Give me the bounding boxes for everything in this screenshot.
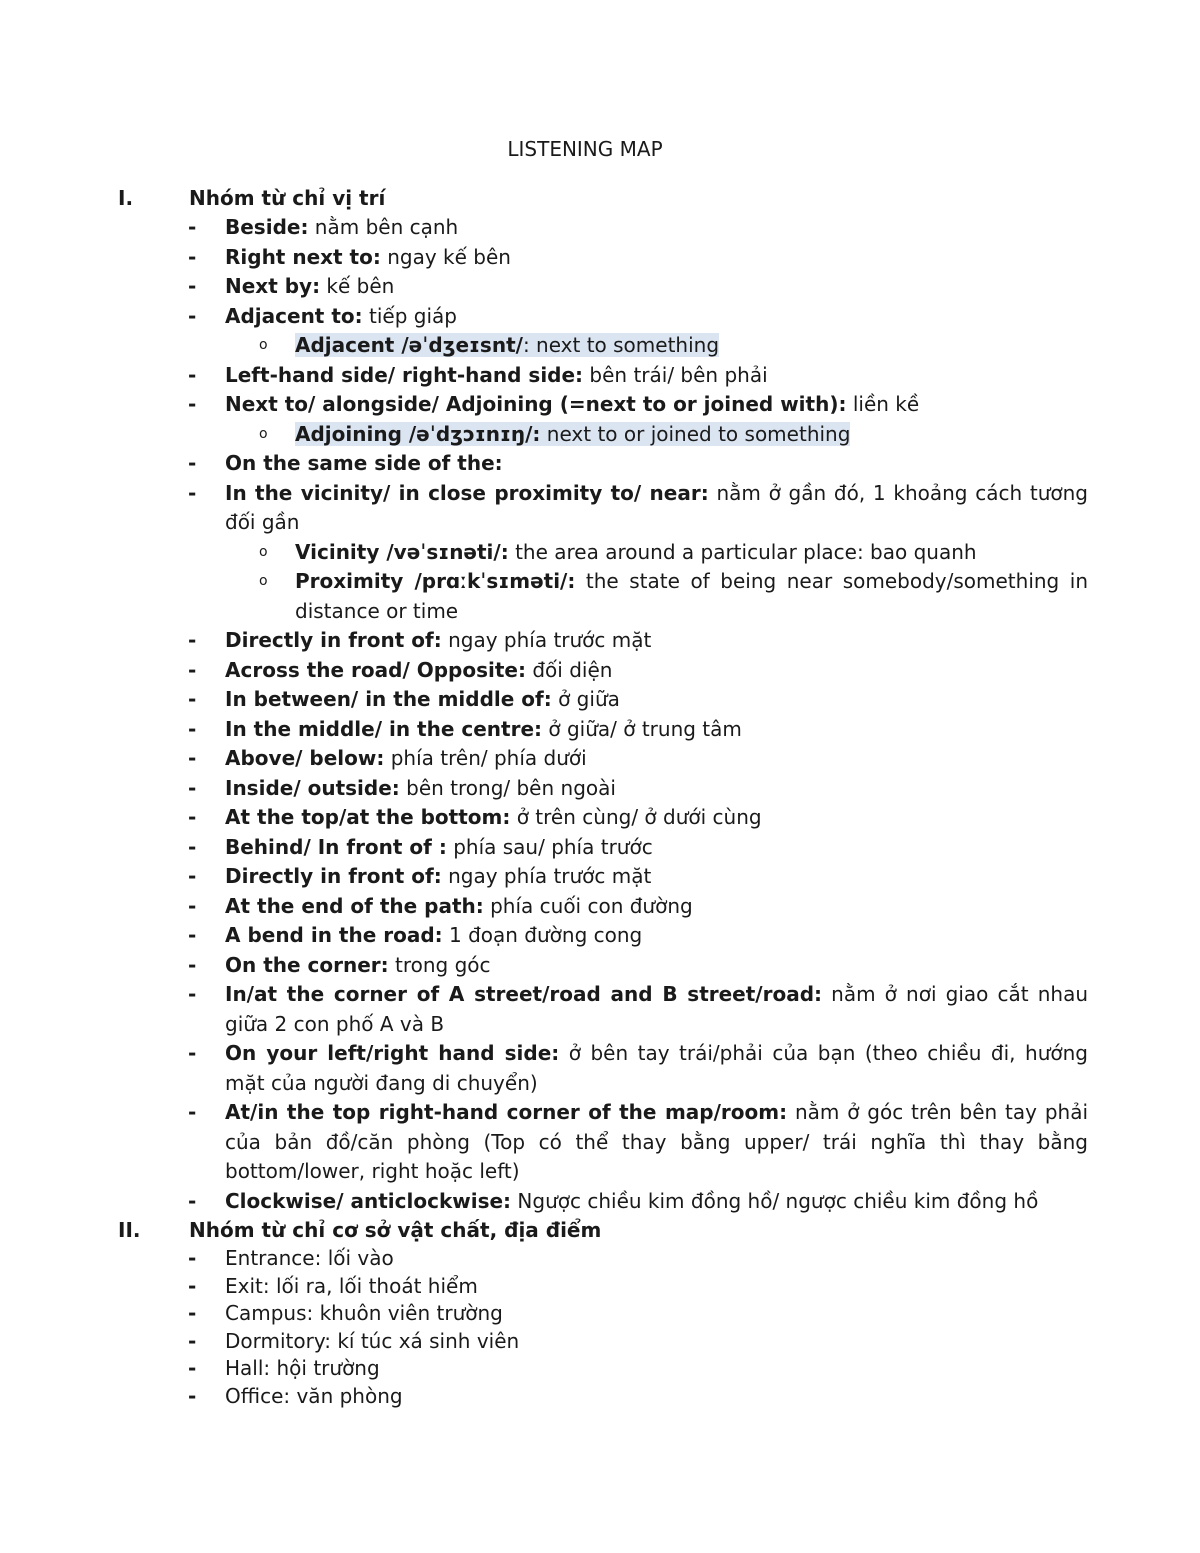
dash-bullet-icon: - bbox=[188, 1301, 197, 1325]
dash-bullet-icon: - bbox=[188, 1100, 197, 1124]
circle-bullet-icon: o bbox=[259, 543, 268, 560]
dash-bullet-icon: - bbox=[188, 480, 197, 505]
item-term: Inside/ outside: bbox=[225, 775, 400, 800]
sub-item bbox=[0, 420, 1200, 450]
list-item bbox=[0, 302, 1200, 332]
dash-bullet-icon: - bbox=[188, 834, 197, 859]
list-item bbox=[0, 803, 1200, 833]
list-item bbox=[0, 862, 1200, 892]
list-item bbox=[0, 1273, 1200, 1301]
list-item bbox=[0, 1039, 1200, 1098]
dash-bullet-icon: - bbox=[188, 1383, 197, 1408]
sub-item-term: Adjacent /əˈdʒeɪsnt/ bbox=[295, 333, 523, 357]
item-term: Next by: bbox=[225, 274, 321, 298]
sub-item-term: Proximity /prɑːkˈsɪməti/: bbox=[295, 569, 576, 593]
list-item bbox=[0, 833, 1200, 863]
item-term: A bend in the road: bbox=[225, 923, 443, 947]
section-title: Nhóm từ chỉ vị trí bbox=[189, 186, 386, 210]
list-item bbox=[0, 951, 1200, 981]
item-text: nằm ở nơi giao cắt nhau giữa 2 con phố A và B bbox=[225, 982, 1088, 1036]
circle-bullet-icon: o bbox=[259, 337, 268, 353]
item-text: tiếp giáp bbox=[362, 303, 457, 328]
item-text: Exit: lối ra, lối thoát hiểm bbox=[225, 1273, 478, 1298]
item-text: liền kề bbox=[846, 392, 920, 416]
sub-item-content bbox=[295, 540, 977, 564]
sub-item-text: next to or joined to something bbox=[540, 421, 851, 446]
item-term: In between/ in the middle of: bbox=[225, 687, 552, 711]
item-text: ở giữa bbox=[551, 687, 620, 711]
sub-item-content bbox=[295, 333, 719, 357]
dash-bullet-icon: - bbox=[188, 746, 197, 770]
dash-bullet-icon: - bbox=[188, 952, 197, 977]
dash-bullet-icon: - bbox=[188, 1041, 197, 1065]
item-text: ngay phía trước mặt bbox=[441, 628, 652, 652]
list-item bbox=[0, 921, 1200, 951]
sub-item-text: the state of being near somebody/something in distance or time bbox=[295, 569, 1089, 623]
dash-bullet-icon: - bbox=[188, 1356, 197, 1380]
item-text: bên trong/ bên ngoài bbox=[399, 775, 616, 800]
item-text: Office: văn phòng bbox=[225, 1383, 403, 1408]
item-text: ở trên cùng/ ở dưới cùng bbox=[510, 805, 762, 829]
dash-bullet-icon: - bbox=[188, 716, 197, 741]
item-term: On the corner: bbox=[225, 952, 389, 977]
item-term: On the same side of the: bbox=[225, 451, 503, 475]
list-item bbox=[0, 243, 1200, 273]
dash-bullet-icon: - bbox=[188, 982, 197, 1006]
item-term: Directly in front of: bbox=[225, 628, 442, 652]
sub-item-text: : next to something bbox=[522, 333, 720, 357]
list-item bbox=[0, 361, 1200, 391]
dash-bullet-icon: - bbox=[188, 1328, 197, 1353]
item-term: Adjacent to: bbox=[225, 303, 363, 328]
list-item bbox=[0, 479, 1200, 538]
list-item bbox=[0, 892, 1200, 922]
item-term: Clockwise/ anticlockwise: bbox=[225, 1188, 512, 1213]
item-term: At the end of the path: bbox=[225, 893, 484, 918]
list-item bbox=[0, 626, 1200, 656]
list-item bbox=[0, 1245, 1200, 1273]
dash-bullet-icon: - bbox=[188, 1246, 197, 1270]
list-item bbox=[0, 449, 1200, 479]
list-item bbox=[0, 390, 1200, 420]
dash-bullet-icon: - bbox=[188, 303, 197, 328]
item-text: nằm bên cạnh bbox=[308, 215, 459, 239]
sub-item-term: Adjoining /əˈdʒɔɪnɪŋ/: bbox=[295, 421, 541, 446]
item-text: ở giữa/ ở trung tâm bbox=[542, 716, 742, 741]
item-term: In/at the corner of A street/road and B street/road: bbox=[225, 982, 823, 1006]
section bbox=[0, 184, 1200, 1216]
sub-item-content bbox=[295, 422, 850, 446]
item-term: Across the road/ Opposite: bbox=[225, 657, 526, 682]
item-term: Left-hand side/ right-hand side: bbox=[225, 362, 584, 387]
section bbox=[0, 1216, 1200, 1410]
list-item bbox=[0, 213, 1200, 243]
item-term: Beside: bbox=[225, 215, 309, 239]
section-heading bbox=[0, 1216, 1200, 1245]
item-term: Above/ below: bbox=[225, 746, 385, 770]
list-item bbox=[0, 1383, 1200, 1411]
list-item bbox=[0, 1328, 1200, 1356]
dash-bullet-icon: - bbox=[188, 775, 197, 800]
list-item bbox=[0, 744, 1200, 774]
sub-item bbox=[0, 567, 1200, 626]
item-term: At the top/at the bottom: bbox=[225, 805, 511, 829]
item-text: phía trên/ phía dưới bbox=[384, 746, 587, 770]
list-item bbox=[0, 980, 1200, 1039]
item-term: On your left/right hand side: bbox=[225, 1041, 560, 1065]
item-text: Hall: hội trường bbox=[225, 1356, 380, 1380]
page-title: LISTENING MAP bbox=[507, 137, 663, 161]
item-text: 1 đoạn đường cong bbox=[442, 923, 643, 947]
section-number: II. bbox=[118, 1218, 141, 1242]
sub-item bbox=[0, 331, 1200, 361]
item-text: nằm ở gần đó, 1 khoảng cách tương đối gần bbox=[225, 480, 1088, 534]
sub-item-content bbox=[295, 569, 1088, 623]
list-item bbox=[0, 1187, 1200, 1217]
list-item bbox=[0, 656, 1200, 686]
item-term: Next to/ alongside/ Adjoining (=next to or joined with): bbox=[225, 392, 847, 416]
dash-bullet-icon: - bbox=[188, 687, 197, 711]
item-term: In the vicinity/ in close proximity to/ near: bbox=[225, 480, 709, 505]
item-text: Campus: khuôn viên trường bbox=[225, 1301, 503, 1325]
item-text: trong góc bbox=[388, 952, 491, 977]
item-text: nằm ở góc trên bên tay phải của bản đồ/căn phòng (Top có thể thay bằng upper/ trái nghĩa thì thay bằng bottom/lower, right hoặc left) bbox=[225, 1100, 1089, 1183]
dash-bullet-icon: - bbox=[188, 923, 197, 947]
item-text: kế bên bbox=[320, 274, 395, 298]
dash-bullet-icon: - bbox=[188, 274, 197, 298]
item-term: At/in the top right-hand corner of the map/room: bbox=[225, 1100, 788, 1124]
document-body bbox=[0, 184, 1200, 1410]
sub-item bbox=[0, 538, 1200, 568]
item-text: phía cuối con đường bbox=[483, 893, 693, 918]
dash-bullet-icon: - bbox=[188, 392, 197, 416]
sub-item-text: the area around a particular place: bao quanh bbox=[508, 539, 977, 564]
item-term: Directly in front of: bbox=[225, 864, 442, 888]
dash-bullet-icon: - bbox=[188, 244, 197, 269]
dash-bullet-icon: - bbox=[188, 805, 197, 829]
circle-bullet-icon: o bbox=[259, 573, 268, 589]
item-text: Entrance: lối vào bbox=[225, 1246, 394, 1270]
list-item bbox=[0, 1098, 1200, 1187]
item-text: bên trái/ bên phải bbox=[583, 362, 768, 387]
item-text: Dormitory: kí túc xá sinh viên bbox=[225, 1328, 520, 1353]
dash-bullet-icon: - bbox=[188, 657, 197, 682]
list-item bbox=[0, 1355, 1200, 1383]
item-text: phía sau/ phía trước bbox=[446, 834, 653, 859]
item-term: Right next to: bbox=[225, 244, 381, 269]
item-text: ngay phía trước mặt bbox=[441, 864, 652, 888]
section-number: I. bbox=[118, 186, 134, 210]
item-text: ngay kế bên bbox=[380, 244, 511, 269]
list-item bbox=[0, 685, 1200, 715]
list-item bbox=[0, 774, 1200, 804]
list-item bbox=[0, 272, 1200, 302]
dash-bullet-icon: - bbox=[188, 893, 197, 918]
dash-bullet-icon: - bbox=[188, 362, 197, 387]
dash-bullet-icon: - bbox=[188, 215, 197, 239]
section-title: Nhóm từ chỉ cơ sở vật chất, địa điểm bbox=[189, 1218, 602, 1242]
dash-bullet-icon: - bbox=[188, 1188, 197, 1213]
item-term: Behind/ In front of : bbox=[225, 834, 447, 859]
item-text: đối diện bbox=[525, 657, 613, 682]
dash-bullet-icon: - bbox=[188, 628, 197, 652]
dash-bullet-icon: - bbox=[188, 864, 197, 888]
dash-bullet-icon: - bbox=[188, 451, 197, 475]
list-item bbox=[0, 715, 1200, 745]
dash-bullet-icon: - bbox=[188, 1273, 197, 1298]
circle-bullet-icon: o bbox=[259, 425, 268, 442]
sub-item-term: Vicinity /vəˈsɪnəti/: bbox=[295, 539, 509, 564]
item-text: Ngược chiều kim đồng hồ/ ngược chiều kim đồng hồ bbox=[511, 1188, 1039, 1213]
item-term: In the middle/ in the centre: bbox=[225, 716, 543, 741]
item-text: ở bên tay trái/phải của bạn (theo chiều đi, hướng mặt của người đang di chuyển) bbox=[225, 1041, 1088, 1095]
section-heading bbox=[0, 184, 1200, 213]
list-item bbox=[0, 1300, 1200, 1328]
